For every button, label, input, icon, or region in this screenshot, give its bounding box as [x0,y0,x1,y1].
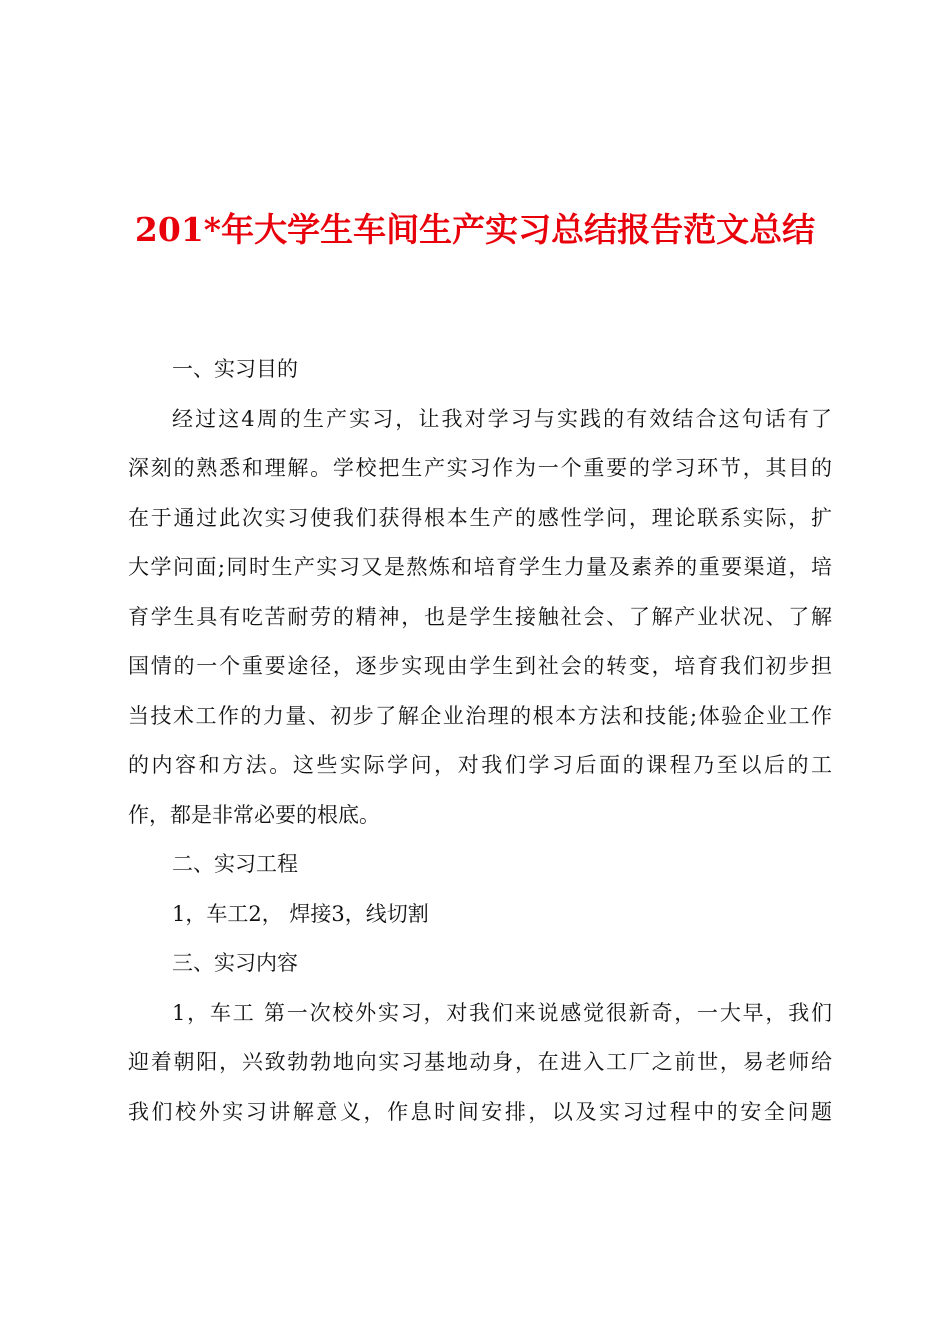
section-heading-purpose: 一、实习目的 [172,357,298,381]
paragraph-line: 经过这4周的生产实习，让我对学习与实践的有效结合这句话有了 [172,406,832,431]
project-list-line: 1，车工2， 焊接3，线切割 [172,901,429,926]
section-heading-content: 三、实习内容 [172,951,298,975]
paragraph-line: 在于通过此次实习使我们获得根本生产的感性学问，理论联系实际，扩 [128,505,832,530]
paragraph-line: 大学问面;同时生产实习又是熬炼和培育学生力量及素养的重要渠道，培 [128,555,832,579]
paragraph-line: 国情的一个重要途径，逐步实现由学生到社会的转变，培育我们初步担 [128,654,832,678]
document-title: 201*年大学生车间生产实习总结报告范文总结 [134,210,816,249]
paragraph-line: 当技术工作的力量、初步了解企业治理的根本方法和技能;体验企业工作 [128,703,832,728]
paragraph-line: 育学生具有吃苦耐劳的精神，也是学生接触社会、了解产业状况、了解 [128,604,832,629]
document-body [128,345,832,1137]
paragraph-line: 作，都是非常必要的根底。 [128,802,380,827]
paragraph-line: 的内容和方法。这些实际学问，对我们学习后面的课程乃至以后的工 [128,753,832,777]
paragraph-line: 深刻的熟悉和理解。学校把生产实习作为一个重要的学习环节，其目的 [128,456,832,480]
paragraph-line: 迎着朝阳，兴致勃勃地向实习基地动身，在进入工厂之前世，易老师给 [128,1050,832,1074]
paragraph-line: 我们校外实习讲解意义，作息时间安排，以及实习过程中的安全问题 [128,1099,832,1124]
section-heading-projects: 二、实习工程 [172,852,298,876]
paragraph-line: 1，车工 第一次校外实习，对我们来说感觉很新奇，一大早，我们 [172,1000,832,1025]
